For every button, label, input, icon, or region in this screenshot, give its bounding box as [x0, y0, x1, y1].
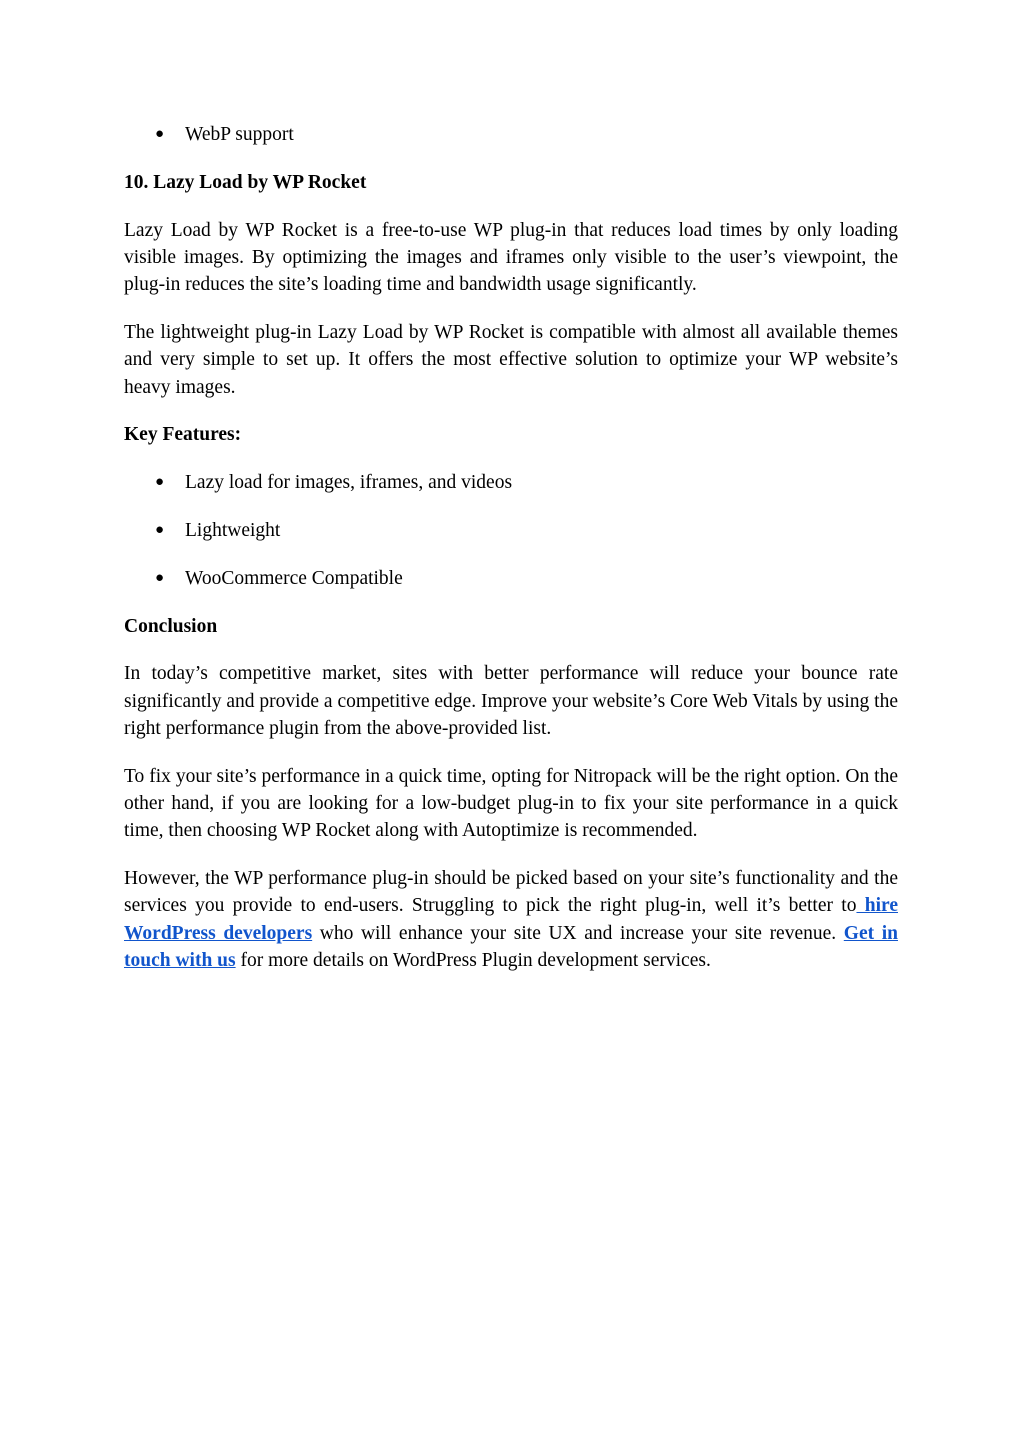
- conclusion-paragraph-3: [124, 865, 898, 974]
- list-item: [124, 517, 898, 544]
- bullet-icon: ●: [155, 474, 165, 491]
- conclusion-paragraph-1: In today’s competitive market, sites with better performance will reduce your bounce rate significantly and provide a competitive edge. Improve your website’s Core Web Vitals by using the right performance plugin from the above-provided list.: [124, 663, 898, 739]
- conclusion-text-end: for more details on WordPress Plugin development services.: [235, 950, 711, 972]
- bullet-icon: ●: [155, 569, 165, 586]
- paragraph-description: The lightweight plug-in Lazy Load by WP Rocket is compatible with almost all available themes and very simple to set up. It offers the most effective solution to optimize your WP website’s heavy images.: [124, 321, 898, 398]
- key-features-list: [124, 469, 898, 592]
- bullet-icon: ●: [155, 126, 165, 142]
- list-item-text: Lazy load for images, iframes, and videos: [185, 472, 513, 494]
- conclusion-text-middle: who will enhance your site UX and increase your site revenue.: [312, 922, 844, 944]
- top-bullet-list: [124, 121, 898, 148]
- conclusion-paragraph-2: To fix your site’s performance in a quick time, opting for Nitropack will be the right option. On the other hand, if you are looking for a low-budget plug-in to fix your site performance in a quick time, then choosing WP Rocket along with Autoptimize is recommended.: [124, 765, 898, 842]
- list-item: [124, 121, 898, 148]
- key-features-heading: Key Features:: [124, 424, 242, 446]
- get-in-touch-link[interactable]: Get in touch with us: [124, 922, 898, 972]
- list-item: [124, 565, 898, 592]
- conclusion-text-start: However, the WP performance plug-in should be picked based on your site’s functionality and the services you provide to end-users. Struggling to pick the right plug-in, well it’s better to: [124, 868, 898, 917]
- document-page: [124, 121, 898, 995]
- section-heading: 10. Lazy Load by WP Rocket: [124, 171, 367, 193]
- bullet-icon: ●: [155, 521, 165, 538]
- list-item: [124, 469, 898, 496]
- conclusion-heading: Conclusion: [124, 615, 218, 637]
- list-item-text: Lightweight: [185, 519, 281, 541]
- list-item-text: WooCommerce Compatible: [185, 567, 403, 589]
- list-item-text: WebP support: [185, 124, 294, 145]
- paragraph-intro: Lazy Load by WP Rocket is a free-to-use WP plug-in that reduces load times by only loading visible images. By optimizing the images and iframes only visible to the user’s viewpoint, the plug-in reduces the site’s loading time and bandwidth usage significantly.: [124, 219, 898, 296]
- hire-developers-link[interactable]: hire WordPress developers: [124, 895, 898, 944]
